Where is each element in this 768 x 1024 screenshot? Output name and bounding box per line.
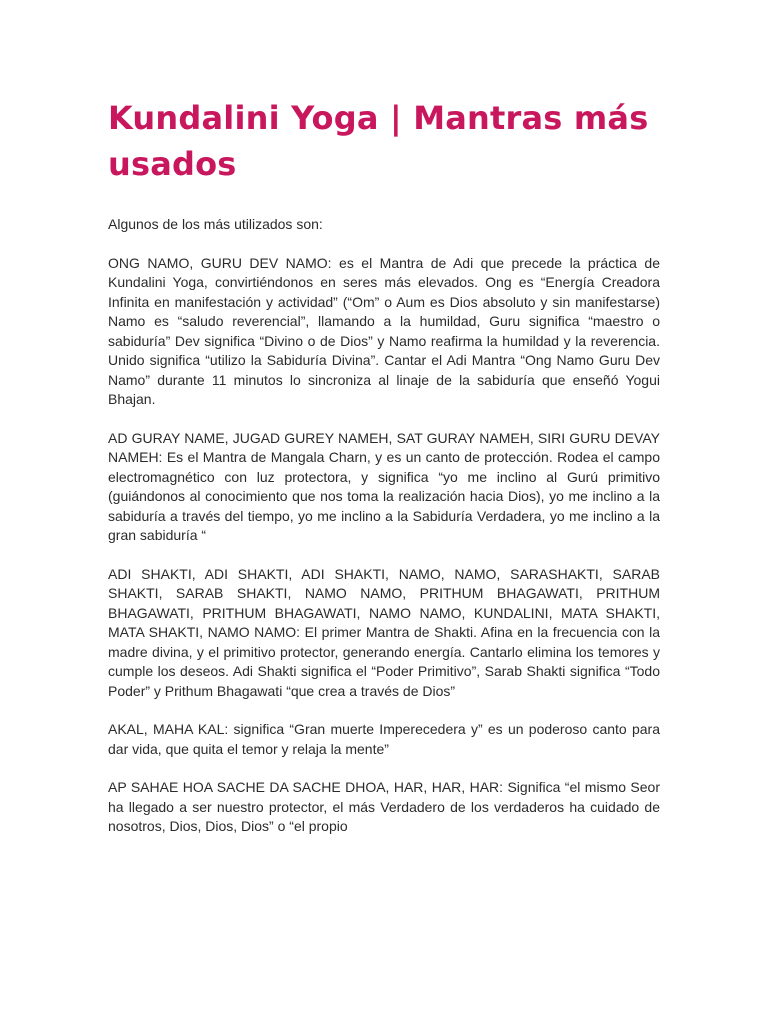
page-title: Kundalini Yoga | Mantras más usados [108,99,649,183]
mantra-description: El primer Mantra de Shakti. Afina en la frecuencia con la madre divina, y el primitivo protector, generando energía. Cantarlo elimina los temores y cumple los deseos. Adi Shakti significa el “Poder Primitivo”, Sarab Shakti significa “Todo Poder” y Prithum Bhagawati “que crea a través de Dios” [108,624,660,699]
paragraph-ap-sahae [108,778,660,837]
mantra-name: ONG NAMO, GURU DEV NAMO: [108,254,332,271]
paragraph-adi-shakti [108,565,660,702]
mantra-description: Es el Mantra de Mangala Charn, y es un canto de protección. Rodea el campo electromagnético con luz protectora, y significa “yo me inclino al Gurú primitivo (guiándonos al conocimiento que nos toma la realización hacia Dios), yo me inclino a la sabiduría a través del tiempo, yo me inclino a la Sabiduría Verdadera, yo me inclino a la gran sabiduría “ [108,449,660,543]
mantra-description: es el Mantra de Adi que precede la práctica de Kundalini Yoga, convirtiéndonos en seres más elevados. Ong es “Energía Creadora Infinita en manifestación y actividad” (“Om” o Aum es Dios absoluto y sin manifestarse) Namo es “saludo reverencial”, llamando a la humildad, Guru significa “maestro o sabiduría” Dev significa “Divino o de Dios” y Namo reafirma la humildad y la reverencia. Unido significa “utilizo la Sabiduría Divina”. Cantar el Adi Mantra “Ong Namo Guru Dev Namo” durante 11 minutos lo sincroniza al linaje de la sabiduría que enseñó Yogui Bhajan. [108,254,660,407]
intro-text: Algunos de los más utilizados son: [108,216,323,232]
mantra-name: AD GURAY NAME, JUGAD GUREY NAMEH, SAT GURAY NAMEH, SIRI GURU DEVAY NAMEH: [108,429,660,465]
mantra-name: AKAL, MAHA KAL: [108,721,229,737]
paragraph-ad-guray [108,429,660,546]
paragraph-akal [108,720,660,759]
mantra-name: ADI SHAKTI, ADI SHAKTI, ADI SHAKTI, NAMO, NAMO, SARASHAKTI, SARAB SHAKTI, SARAB SHAKTI, NAMO NAMO, PRITHUM BHAGAWATI, PRITHUM BHAGAWATI, PRITHUM BHAGAWATI, NAMO NAMO, KUNDALINI, MATA SHAKTI, MATA SHAKTI, NAMO NAMO: [108,565,660,640]
mantra-name: AP SAHAE HOA SACHE DA SACHE DHOA, HAR, HAR, HAR: [108,779,504,795]
mantra-description: significa “Gran muerte Imperecedera y” es un poderoso canto para dar vida, que quita el temor y relaja la mente” [108,721,660,757]
paragraph-ong-namo [108,254,660,410]
mantra-description: Significa “el mismo Seor ha llegado a ser nuestro protector, el más Verdadero de los verdaderos ha cuidado de nosotros, Dios, Dios, Dios” o “el propio [108,779,660,834]
